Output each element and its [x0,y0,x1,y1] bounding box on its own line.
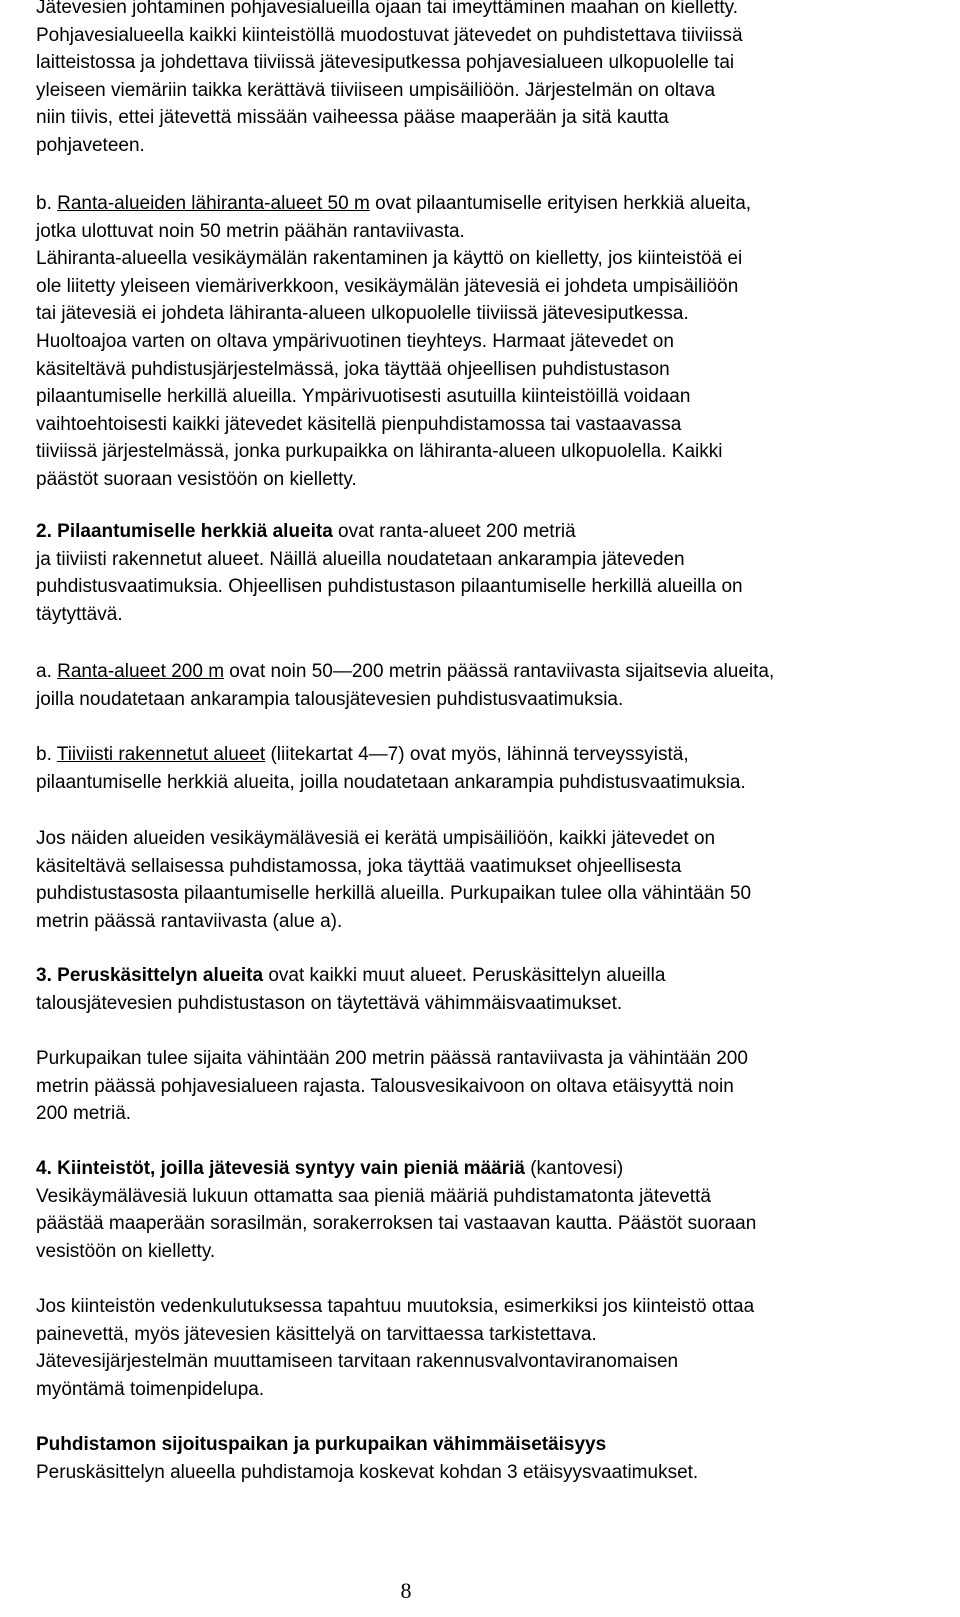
text-line: vesistöön on kielletty. [36,1240,216,1262]
section-1b [36,190,946,494]
text-line: Jos näiden alueiden vesikäymälävesiä ei kerätä umpisäiliöön, kaikki jätevedet on [36,828,716,849]
text-line: käsiteltävä sellaisessa puhdistamossa, joka täyttää vaatimukset ohjeellisesta [36,855,682,877]
list-marker: b. [36,193,52,214]
heading-rest: ovat pilaantumiselle erityisen herkkiä alueita, [369,193,752,214]
text-line: ja tiiviisti rakennetut alueet. Näillä alueilla noudatetaan ankarampia jäteveden [36,548,685,570]
text-line: käsiteltävä puhdistusjärjestelmässä, joka täyttää ohjeellisen puhdistustason [36,358,670,380]
section-2b-heading [36,741,946,769]
section-2b-title: Tiiviisti rakennetut alueet [56,744,266,765]
section-4-title: Kiinteistöt, joilla jätevesiä syntyy vain pieniä määriä [57,1158,525,1179]
section-1b-title: Ranta-alueiden lähiranta-alueet 50 m [57,193,370,214]
text-line: ole liitetty yleiseen viemäriverkkoon, vesikäymälän jätevesiä ei johdeta umpisäiliöön [36,275,739,297]
text-line: jotka ulottuvat noin 50 metrin päähän rantaviivasta. [36,220,465,242]
change-paragraph [36,1293,946,1403]
text-line: pohjaveteen. [36,134,145,156]
section-2-title: Pilaantumiselle herkkiä alueita [57,521,333,542]
list-marker: b. [36,744,52,765]
text-line: yleiseen viemäriin taikka kerättävä tiiviiseen umpisäiliöön. Järjestelmän on oltava [36,79,716,101]
text-line: pilaantumiselle herkkiä alueita, joilla noudatetaan ankarampia puhdistusvaatimuksia. [36,771,746,793]
text-line: Vesikäymälävesiä lukuun ottamatta saa pieniä määriä puhdistamatonta jätevettä [36,1185,711,1207]
heading-rest: (liitekartat 4—7) ovat myös, lähinnä terveyssyistä, [265,744,689,765]
heading-rest: ovat kaikki muut alueet. Peruskäsittelyn alueilla [263,965,666,986]
distance-section [36,1431,946,1486]
section-3 [36,962,946,1017]
text-line: talousjätevesien puhdistustason on täytettävä vähimmäisvaatimukset. [36,992,623,1014]
section-2a-heading [36,658,946,686]
heading-rest: (kantovesi) [524,1158,624,1179]
text-line: vaihtoehtoisesti kaikki jätevedet käsitellä pienpuhdistamossa tai vastaavassa [36,413,682,435]
text-line: pilaantumiselle herkillä alueilla. Ympärivuotisesti asutuilla kiinteistöillä voidaan [36,386,691,408]
text-line: Jätevesijärjestelmän muuttamiseen tarvitaan rakennusvalvontaviranomaisen [36,1351,679,1373]
page-number: 8 [400,1578,412,1603]
text-line: Pohjavesialueella kaikki kiinteistöllä muodostuvat jätevedet on puhdistettava tiiviissä [36,24,743,46]
section-number: 2. [36,521,52,542]
text-line: täytyttävä. [36,603,123,625]
section-2-heading [36,518,946,546]
text-line: niin tiivis, ettei jätevettä missään vaiheessa pääse maaperään ja sitä kautta [36,107,669,129]
text-line: painevettä, myös jätevesien käsittelyä on tarvittaessa tarkistettava. [36,1323,597,1345]
text-line: 200 metriä. [36,1103,132,1125]
discharge-paragraph [36,1045,946,1128]
section-2a [36,658,946,713]
text-line: tiiviissä järjestelmässä, jonka purkupaikka on lähiranta-alueen ulkopuolella. Kaikki [36,441,723,463]
section-3-heading [36,962,946,990]
text-line: tai jätevesiä ei johdeta lähiranta-alueen ulkopuolelle tiiviissä jätevesiputkessa. [36,303,689,325]
text-line: Huoltoajoa varten on oltava ympärivuotinen tieyhteys. Harmaat jätevedet on [36,330,674,352]
heading-rest: ovat ranta-alueet 200 metriä [332,521,576,542]
text-line: Jos kiinteistön vedenkulutuksessa tapahtuu muutoksia, esimerkiksi jos kiinteistö ottaa [36,1296,755,1317]
text-line: Purkupaikan tulee sijaita vähintään 200 metrin päässä rantaviivasta ja vähintään 200 [36,1048,748,1069]
list-marker: a. [36,661,52,682]
section-2a-title: Ranta-alueet 200 m [57,661,225,682]
text-line: Jätevesien johtaminen pohjavesialueilla ojaan tai imeyttäminen maahan on kielletty. [36,0,739,18]
treatment-paragraph [36,825,946,935]
heading-rest: ovat noin 50—200 metrin päässä rantaviivasta sijaitsevia alueita, [224,661,775,682]
section-number: 3. [36,965,52,986]
text-line: päästää maaperään sorasilmän, sorakerroksen tai vastaavan kautta. Päästöt suoraan [36,1213,757,1235]
text-line: puhdistustasosta pilaantumiselle herkillä alueilla. Purkupaikan tulee olla vähintään 50 [36,883,752,905]
text-line: laitteistossa ja johdettava tiiviissä jätevesiputkessa pohjavesialueen ulkopuolelle tai [36,52,735,74]
text-line: päästöt suoraan vesistöön on kielletty. [36,468,357,490]
section-4 [36,1155,946,1265]
text-line: Peruskäsittelyn alueella puhdistamoja koskevat kohdan 3 etäisyysvaatimukset. [36,1461,699,1483]
distance-heading: Puhdistamon sijoituspaikan ja purkupaikan vähimmäisetäisyys [36,1434,607,1455]
groundwater-paragraph [36,0,946,160]
text-line: puhdistusvaatimuksia. Ohjeellisen puhdistustason pilaantumiselle herkillä alueilla on [36,576,743,598]
section-3-title: Peruskäsittelyn alueita [57,965,264,986]
text-line: joilla noudatetaan ankarampia talousjätevesien puhdistusvaatimuksia. [36,688,624,710]
section-1b-heading [36,190,946,218]
section-2 [36,518,946,628]
section-4-heading [36,1155,946,1183]
section-number: 4. [36,1158,52,1179]
text-line: metrin päässä pohjavesialueen rajasta. Talousvesikaivoon on oltava etäisyyttä noin [36,1075,734,1097]
section-2b [36,741,946,796]
text-line: metrin päässä rantaviivasta (alue a). [36,910,343,932]
text-line: myöntämä toimenpidelupa. [36,1378,265,1400]
text-line: Lähiranta-alueella vesikäymälän rakentaminen ja käyttö on kielletty, jos kiinteistöä ei [36,248,743,270]
